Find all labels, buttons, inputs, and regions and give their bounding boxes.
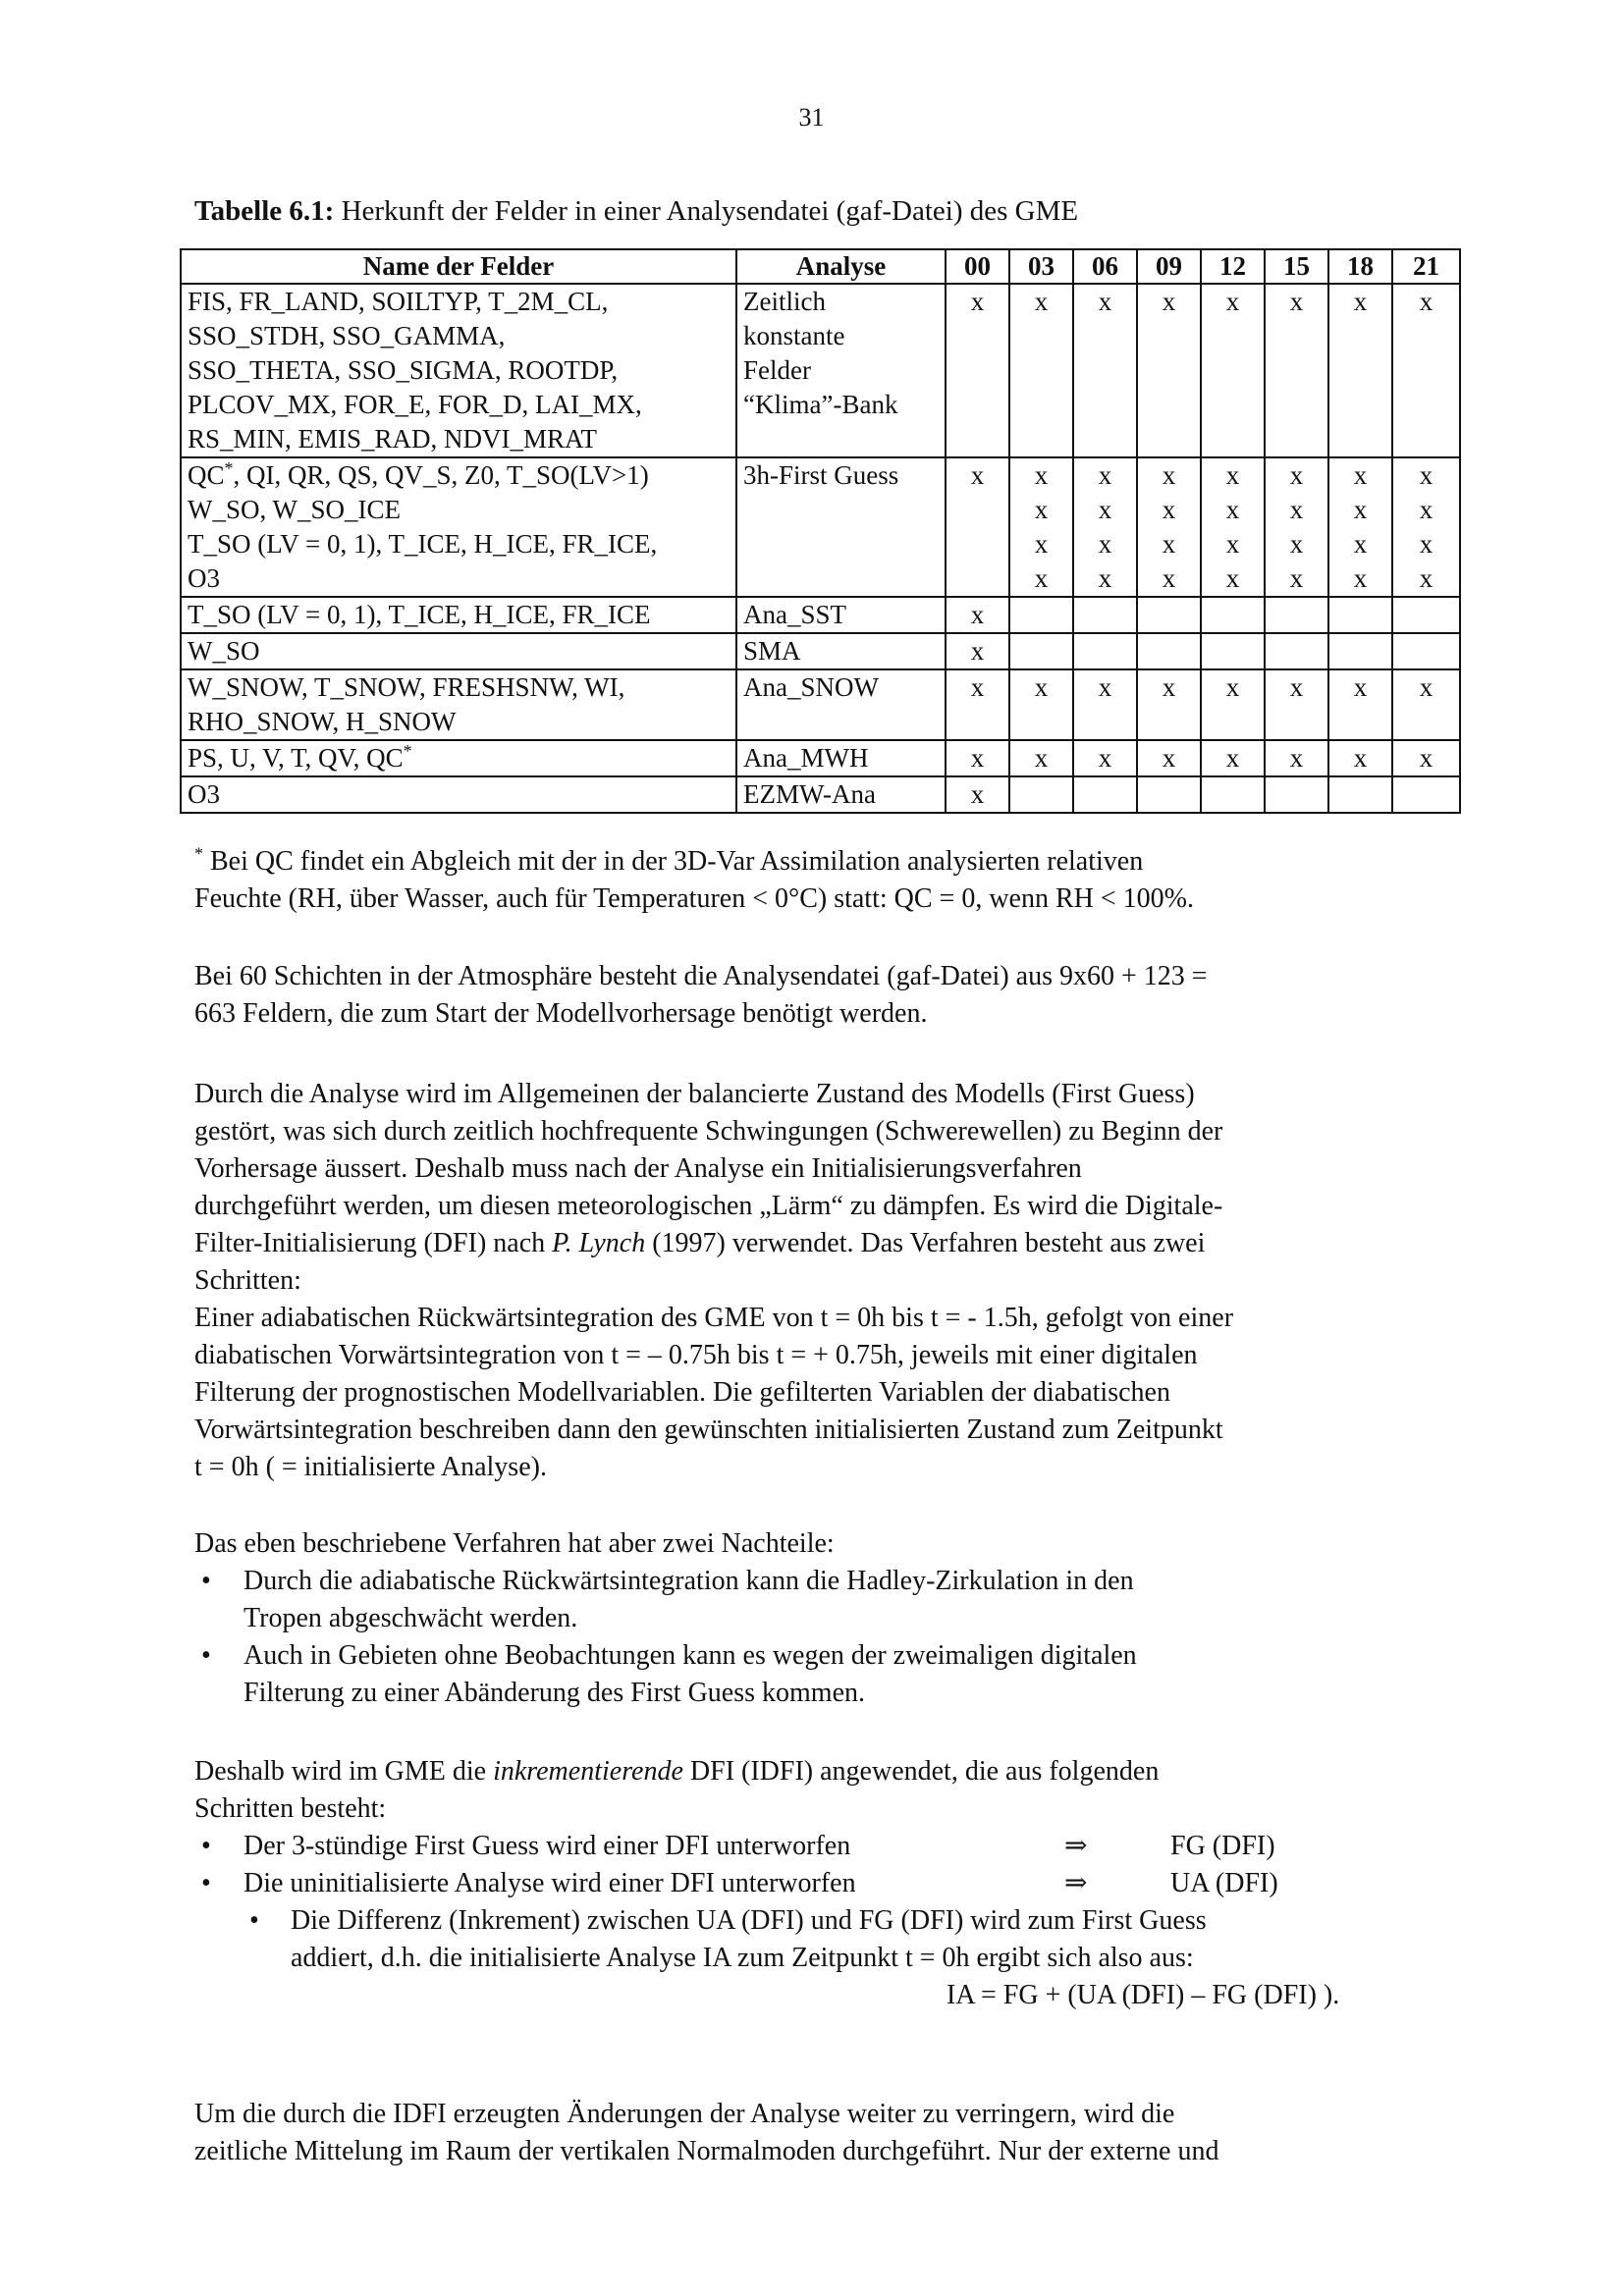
- time-mark-cell: [1009, 597, 1073, 633]
- field-names-cell: [181, 740, 736, 776]
- time-mark-cell: [946, 284, 1009, 457]
- time-mark-cell: [1328, 284, 1392, 457]
- field-names-line: PLCOV_MX, FOR_E, FOR_D, LAI_MX,: [188, 390, 642, 419]
- time-mark-cell: [946, 776, 1009, 813]
- footnote-marker: *: [194, 843, 203, 864]
- analysis-source-line: SMA: [743, 636, 801, 666]
- time-mark: x: [1353, 672, 1368, 702]
- paragraph-disadvantages: [194, 1525, 1443, 1712]
- time-mark: x: [1419, 529, 1434, 559]
- time-mark: x: [970, 287, 985, 316]
- paragraph-line: gestört, was sich durch zeitlich hochfrequente Schwingungen (Schwerewellen) zu Beginn der: [194, 1116, 1223, 1147]
- time-mark: x: [1162, 495, 1176, 524]
- time-mark-cell: [1392, 740, 1460, 776]
- time-mark-cell: [946, 457, 1009, 597]
- field-names-cell: [181, 597, 736, 633]
- time-mark: x: [970, 636, 985, 666]
- paragraph-idfi: [194, 1753, 1443, 2014]
- step-text: Der 3-stündige First Guess wird einer DFI unterworfen: [243, 1831, 851, 1861]
- time-mark-cell: [1328, 669, 1392, 740]
- list-item: [194, 1637, 1443, 1675]
- time-mark-cell: [1009, 633, 1073, 669]
- time-mark-cell: [1392, 284, 1460, 457]
- time-mark-cell: [1073, 633, 1137, 669]
- bullet-icon: •: [201, 1566, 211, 1596]
- column-header: 03: [1009, 249, 1073, 284]
- formula: IA = FG + (UA (DFI) – FG (DFI) ).: [947, 1980, 1340, 2010]
- time-mark: x: [1098, 563, 1112, 593]
- analysis-source-cell: [736, 669, 946, 740]
- time-mark: x: [1098, 460, 1112, 490]
- time-mark-cell: [1265, 740, 1328, 776]
- implies-arrow-icon: ⇒: [1064, 1868, 1088, 1898]
- time-mark: x: [1225, 743, 1240, 773]
- author-name: P. Lynch: [552, 1228, 646, 1258]
- time-mark: x: [1419, 287, 1434, 316]
- time-mark-cell: [1328, 597, 1392, 633]
- bullet-icon: •: [201, 1640, 211, 1671]
- paragraph-line: Einer adiabatischen Rückwärtsintegration des GME von t = 0h bis t = - 1.5h, gefolgt von einer: [194, 1303, 1234, 1333]
- table-caption: [194, 192, 1078, 230]
- time-mark: x: [970, 743, 985, 773]
- bullet-icon: •: [201, 1868, 211, 1898]
- time-mark: x: [1353, 495, 1368, 524]
- field-names-cell: [181, 284, 736, 457]
- table-row: [181, 669, 1460, 740]
- column-header: 09: [1137, 249, 1201, 284]
- time-mark-cell: [1073, 284, 1137, 457]
- time-mark: x: [1353, 287, 1368, 316]
- paragraph-line: Das eben beschriebene Verfahren hat aber zwei Nachteile:: [194, 1528, 835, 1559]
- time-mark-cell: [1137, 597, 1201, 633]
- time-mark-cell: [946, 669, 1009, 740]
- step-result: FG (DFI): [1170, 1831, 1275, 1861]
- paragraph-line: Bei 60 Schichten in der Atmosphäre besteht die Analysendatei (gaf-Datei) aus 9x60 + 123 =: [194, 961, 1208, 991]
- time-mark-cell: [1137, 633, 1201, 669]
- time-mark-cell: [1073, 457, 1137, 597]
- paragraph-line: Schritten:: [194, 1265, 301, 1296]
- time-mark: x: [1353, 563, 1368, 593]
- time-mark-cell: [946, 740, 1009, 776]
- analysis-source-line: “Klima”-Bank: [743, 390, 898, 419]
- field-names-cell: [181, 457, 736, 597]
- time-mark: x: [1098, 495, 1112, 524]
- analysis-source-cell: [736, 597, 946, 633]
- time-mark-cell: [1201, 633, 1265, 669]
- time-mark-cell: [1392, 597, 1460, 633]
- field-names-line: QC*, QI, QR, QS, QV_S, Z0, T_SO(LV>1): [188, 458, 649, 490]
- field-names-line: SSO_STDH, SSO_GAMMA,: [188, 321, 506, 350]
- analysis-source-cell: [736, 284, 946, 457]
- time-mark: x: [1098, 743, 1112, 773]
- field-names-cell: [181, 669, 736, 740]
- table-caption-label: Tabelle 6.1:: [194, 195, 335, 227]
- paragraph-line: t = 0h ( = initialisierte Analyse).: [194, 1452, 547, 1482]
- time-mark: x: [1034, 743, 1049, 773]
- column-header: 06: [1073, 249, 1137, 284]
- paragraph-line: Durch die Analyse wird im Allgemeinen der balancierte Zustand des Modells (First Guess): [194, 1079, 1195, 1109]
- time-mark: x: [1419, 743, 1434, 773]
- field-names-cell: [181, 633, 736, 669]
- time-mark: x: [1225, 672, 1240, 702]
- time-mark: x: [970, 460, 985, 490]
- time-mark-cell: [1265, 597, 1328, 633]
- step-text: Die uninitialisierte Analyse wird einer DFI unterworfen: [243, 1868, 856, 1898]
- table-row: [181, 633, 1460, 669]
- analysis-source-cell: [736, 740, 946, 776]
- analysis-source-line: Zeitlich: [743, 287, 826, 316]
- time-mark-cell: [1201, 669, 1265, 740]
- paragraph-line: Filter-Initialisierung (DFI) nach: [194, 1228, 553, 1258]
- time-mark-cell: [946, 633, 1009, 669]
- field-names-line: PS, U, V, T, QV, QC*: [188, 741, 412, 773]
- paragraph-line: zeitliche Mittelung im Raum der vertikalen Normalmoden durchgeführt. Nur der externe und: [194, 2136, 1219, 2166]
- time-mark: x: [1098, 529, 1112, 559]
- time-mark: x: [1289, 563, 1304, 593]
- analysis-source-line: Felder: [743, 355, 811, 385]
- field-names-line: O3: [188, 563, 220, 593]
- sub-list-item-text: addiert, d.h. die initialisierte Analyse IA zum Zeitpunkt t = 0h ergibt sich also aus:: [291, 1943, 1194, 1973]
- paragraph-line: (1997) verwendet. Das Verfahren besteht aus zwei: [645, 1228, 1206, 1258]
- time-mark: x: [970, 779, 985, 809]
- time-mark-cell: [1009, 740, 1073, 776]
- list-item-text: Auch in Gebieten ohne Beobachtungen kann es wegen der zweimaligen digitalen: [243, 1640, 1137, 1671]
- table-row: [181, 740, 1460, 776]
- analysis-source-cell: [736, 457, 946, 597]
- implies-arrow-icon: ⇒: [1064, 1831, 1088, 1861]
- time-mark-cell: [1392, 457, 1460, 597]
- time-mark-cell: [1328, 457, 1392, 597]
- time-mark: x: [1225, 495, 1240, 524]
- time-mark: x: [1034, 529, 1049, 559]
- analysis-source-line: Ana_SST: [743, 600, 847, 629]
- time-mark: x: [1353, 460, 1368, 490]
- time-mark: x: [1034, 563, 1049, 593]
- time-mark: x: [1034, 460, 1049, 490]
- field-names-line: W_SO, W_SO_ICE: [188, 495, 402, 524]
- time-mark: x: [1225, 460, 1240, 490]
- time-mark-cell: [1137, 740, 1201, 776]
- time-mark-cell: [1009, 776, 1073, 813]
- time-mark: x: [1162, 460, 1176, 490]
- step-result: UA (DFI): [1170, 1868, 1278, 1898]
- time-mark-cell: [946, 597, 1009, 633]
- time-mark: x: [1034, 672, 1049, 702]
- bullet-icon: •: [201, 1831, 211, 1861]
- time-mark-cell: [1201, 284, 1265, 457]
- paragraph-line: DFI (IDFI) angewendet, die aus folgenden: [682, 1756, 1160, 1787]
- table-row: [181, 284, 1460, 457]
- time-mark-cell: [1201, 597, 1265, 633]
- analysis-source-line: Ana_SNOW: [743, 672, 879, 702]
- time-mark-cell: [1137, 776, 1201, 813]
- time-mark-cell: [1201, 776, 1265, 813]
- paragraph-line: Vorwärtsintegration beschreiben dann den gewünschten initialisierten Zustand zum Zeitpunkt: [194, 1415, 1223, 1445]
- paragraph-line: Deshalb wird im GME die: [194, 1756, 494, 1787]
- time-mark-cell: [1137, 669, 1201, 740]
- list-item-text: Tropen abgeschwächt werden.: [243, 1603, 578, 1633]
- page-number: 31: [798, 103, 825, 132]
- time-mark-cell: [1137, 284, 1201, 457]
- analysis-source-line: EZMW-Ana: [743, 779, 876, 809]
- time-mark: x: [1162, 529, 1176, 559]
- time-mark: x: [970, 600, 985, 629]
- list-item: [194, 1563, 1443, 1600]
- time-mark: x: [1353, 529, 1368, 559]
- time-mark-cell: [1392, 669, 1460, 740]
- time-mark-cell: [1265, 457, 1328, 597]
- time-mark: x: [1098, 672, 1112, 702]
- time-mark-cell: [1009, 284, 1073, 457]
- column-header: Name der Felder: [181, 249, 736, 284]
- column-header: 21: [1392, 249, 1460, 284]
- list-item-text: Filterung zu einer Abänderung des First Guess kommen.: [243, 1678, 866, 1708]
- time-mark: x: [1289, 495, 1304, 524]
- column-header: 12: [1201, 249, 1265, 284]
- field-names-line: W_SO: [188, 636, 260, 666]
- table-row: [181, 776, 1460, 813]
- field-names-cell: [181, 776, 736, 813]
- time-mark: x: [1225, 287, 1240, 316]
- time-mark-cell: [1328, 776, 1392, 813]
- field-names-line: SSO_THETA, SSO_SIGMA, ROOTDP,: [188, 355, 619, 385]
- time-mark-cell: [1073, 776, 1137, 813]
- analysis-source-cell: [736, 633, 946, 669]
- analysis-source-line: Ana_MWH: [743, 743, 869, 773]
- time-mark: x: [1034, 287, 1049, 316]
- list-item-text: Durch die adiabatische Rückwärtsintegration kann die Hadley-Zirkulation in den: [243, 1566, 1134, 1596]
- table-body: [181, 284, 1460, 813]
- analysis-source-line: konstante: [743, 321, 845, 350]
- footnote: [194, 843, 1443, 918]
- paragraph-line: Filterung der prognostischen Modellvariablen. Die gefilterten Variablen der diabatischen: [194, 1377, 1170, 1408]
- column-header: 18: [1328, 249, 1392, 284]
- paragraph-line: 663 Feldern, die zum Start der Modellvorhersage benötigt werden.: [194, 998, 928, 1029]
- time-mark-cell: [1392, 776, 1460, 813]
- time-mark: x: [1289, 460, 1304, 490]
- emphasis-text: inkrementierende: [493, 1756, 683, 1787]
- table-header-row: [181, 249, 1460, 284]
- time-mark-cell: [1137, 457, 1201, 597]
- time-mark-cell: [1201, 740, 1265, 776]
- time-mark-cell: [1265, 776, 1328, 813]
- field-names-line: RHO_SNOW, H_SNOW: [188, 707, 457, 736]
- analysis-source-line: 3h-First Guess: [743, 460, 899, 490]
- time-mark-cell: [1328, 633, 1392, 669]
- column-header: Analyse: [736, 249, 946, 284]
- time-mark-cell: [1392, 633, 1460, 669]
- time-mark: x: [1034, 495, 1049, 524]
- sub-bullet-icon: •: [249, 1905, 259, 1936]
- paragraph-line: durchgeführt werden, um diesen meteorologischen „Lärm“ zu dämpfen. Es wird die Digitale-: [194, 1191, 1223, 1221]
- time-mark-cell: [1328, 740, 1392, 776]
- paragraph-line: Schritten besteht:: [194, 1793, 387, 1824]
- field-names-line: W_SNOW, T_SNOW, FRESHSNW, WI,: [188, 672, 625, 702]
- time-mark: x: [1225, 563, 1240, 593]
- time-mark: x: [1162, 672, 1176, 702]
- time-mark: x: [970, 672, 985, 702]
- sub-list-item-text: Die Differenz (Inkrement) zwischen UA (DFI) und FG (DFI) wird zum First Guess: [291, 1905, 1207, 1936]
- time-mark: x: [1289, 743, 1304, 773]
- analysis-source-cell: [736, 776, 946, 813]
- paragraph-normal-modes: [194, 2096, 1443, 2170]
- field-names-line: O3: [188, 779, 220, 809]
- footnote-line: Bei QC findet ein Abgleich mit der in der 3D-Var Assimilation analysierten relativen: [203, 846, 1144, 877]
- time-mark-cell: [1009, 669, 1073, 740]
- table-row: [181, 597, 1460, 633]
- table-caption-text: Herkunft der Felder in einer Analysendatei (gaf-Datei) des GME: [334, 195, 1079, 227]
- footnote-line: Feuchte (RH, über Wasser, auch für Temperaturen < 0°C) statt: QC = 0, wenn RH < 100%.: [194, 883, 1194, 914]
- sub-list-item: [194, 1902, 1443, 1940]
- column-header: 15: [1265, 249, 1328, 284]
- table-row: [181, 457, 1460, 597]
- paragraph-dfi: [194, 1076, 1443, 1486]
- column-header: 00: [946, 249, 1009, 284]
- time-mark: x: [1162, 743, 1176, 773]
- step-item: [194, 1828, 1443, 1865]
- time-mark-cell: [1073, 669, 1137, 740]
- time-mark: x: [1098, 287, 1112, 316]
- time-mark-cell: [1265, 284, 1328, 457]
- paragraph-line: Vorhersage äussert. Deshalb muss nach der Analyse ein Initialisierungsverfahren: [194, 1153, 1082, 1184]
- time-mark: x: [1419, 563, 1434, 593]
- time-mark-cell: [1201, 457, 1265, 597]
- time-mark: x: [1419, 495, 1434, 524]
- paragraph-line: diabatischen Vorwärtsintegration von t = – 0.75h bis t = + 0.75h, jeweils mit einer digitalen: [194, 1340, 1198, 1370]
- time-mark-cell: [1073, 740, 1137, 776]
- time-mark-cell: [1073, 597, 1137, 633]
- time-mark: x: [1289, 287, 1304, 316]
- time-mark-cell: [1009, 457, 1073, 597]
- step-item: [194, 1865, 1443, 1902]
- field-names-line: T_SO (LV = 0, 1), T_ICE, H_ICE, FR_ICE,: [188, 529, 658, 559]
- field-names-line: T_SO (LV = 0, 1), T_ICE, H_ICE, FR_ICE: [188, 600, 651, 629]
- time-mark: x: [1162, 563, 1176, 593]
- time-mark: x: [1225, 529, 1240, 559]
- time-mark: x: [1419, 672, 1434, 702]
- field-names-line: FIS, FR_LAND, SOILTYP, T_2M_CL,: [188, 287, 609, 316]
- time-mark: x: [1353, 743, 1368, 773]
- time-mark: x: [1289, 529, 1304, 559]
- paragraph-field-count: [194, 958, 1443, 1033]
- field-names-line: RS_MIN, EMIS_RAD, NDVI_MRAT: [188, 424, 598, 454]
- paragraph-line: Um die durch die IDFI erzeugten Änderungen der Analyse weiter zu verringern, wird die: [194, 2099, 1175, 2129]
- fields-table: [180, 248, 1461, 814]
- time-mark-cell: [1265, 633, 1328, 669]
- time-mark: x: [1289, 672, 1304, 702]
- time-mark: x: [1419, 460, 1434, 490]
- time-mark-cell: [1265, 669, 1328, 740]
- time-mark: x: [1162, 287, 1176, 316]
